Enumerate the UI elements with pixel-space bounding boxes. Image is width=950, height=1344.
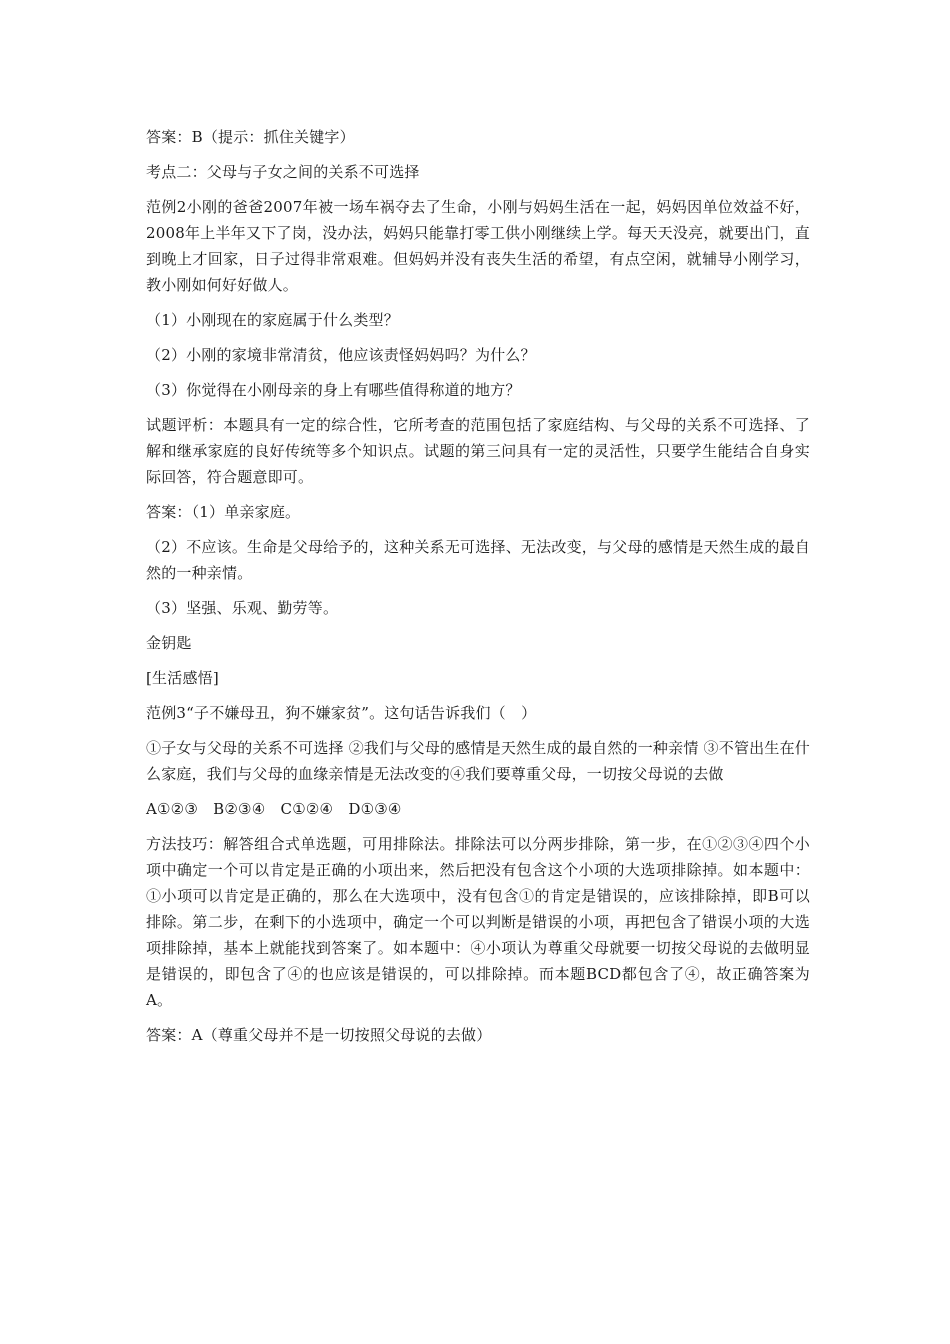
example-2-text: 范例2小刚的爸爸2007年被一场车祸夺去了生命，小刚与妈妈生活在一起，妈妈因单位效益不好，2008年上半年又下了岗，没办法，妈妈只能靠打零工供小刚继续上学。每天天没亮，就要出门，直到晚上才回家，日子过得非常艰难。但妈妈并没有丧失生活的希望，有点空闲，就辅导小刚学习，教小刚如何好好做人。 [146,198,810,294]
question-2: （2）小刚的家境非常清贫，他应该责怪妈妈吗？为什么？ [146,346,536,364]
key-point-heading: 考点二：父母与子女之间的关系不可选择 [146,163,420,181]
question-3: （3）你觉得在小刚母亲的身上有哪些值得称道的地方？ [146,381,521,399]
section-title-golden-key: 金钥匙 [146,634,192,652]
section-subtitle-life: [生活感悟] [146,669,219,687]
final-answer: 答案：A（尊重父母并不是一切按照父母说的去做） [146,1026,492,1044]
answer-1: 答案：（1）单亲家庭。 [146,503,301,521]
question-analysis: 试题评析：本题具有一定的综合性，它所考查的范围包括了家庭结构、与父母的关系不可选择、了解和继承家庭的良好传统等多个知识点。试题的第三问具有一定的灵活性，只要学生能结合自身实际回答，符合题意即可。 [146,416,810,486]
method-tips: 方法技巧：解答组合式单选题，可用排除法。排除法可以分两步排除，第一步，在①②③④四个小项中确定一个可以肯定是正确的小项出来，然后把没有包含这个小项的大选项排除掉。如本题中：①小项可以肯定是正确的，那么在大选项中，没有包含①的肯定是错误的，应该排除掉，即B可以排除。第二步，在剩下的小选项中，确定一个可以判断是错误的小项，再把包含了错误小项的大选项排除掉，基本上就能找到答案了。如本题中：④小项认为尊重父母就要一切按父母说的去做明显是错误的，即包含了④的也应该是错误的，可以排除掉。而本题BCD都包含了④，故正确答案为A。 [146,835,810,1009]
example-3-options: A①②③ B②③④ C①②④ D①③④ [146,800,402,818]
answer-line-1: 答案：B（提示：抓住关键字） [146,128,355,146]
question-1: （1）小刚现在的家庭属于什么类型？ [146,311,399,329]
answer-2: （2）不应该。生命是父母给予的，这种关系无可选择、无法改变，与父母的感情是天然生成的最自然的一种亲情。 [146,538,810,582]
document-body [146,124,810,1057]
answer-3: （3）坚强、乐观、勤劳等。 [146,599,339,617]
example-3-text: 范例3“子不嫌母丑，狗不嫌家贫”。这句话告诉我们（ ） [146,704,537,722]
example-3-statements: ①子女与父母的关系不可选择 ②我们与父母的感情是天然生成的最自然的一种亲情 ③不管出生在什么家庭，我们与父母的血缘亲情是无法改变的④我们要尊重父母，一切按父母说的去做 [146,739,810,783]
